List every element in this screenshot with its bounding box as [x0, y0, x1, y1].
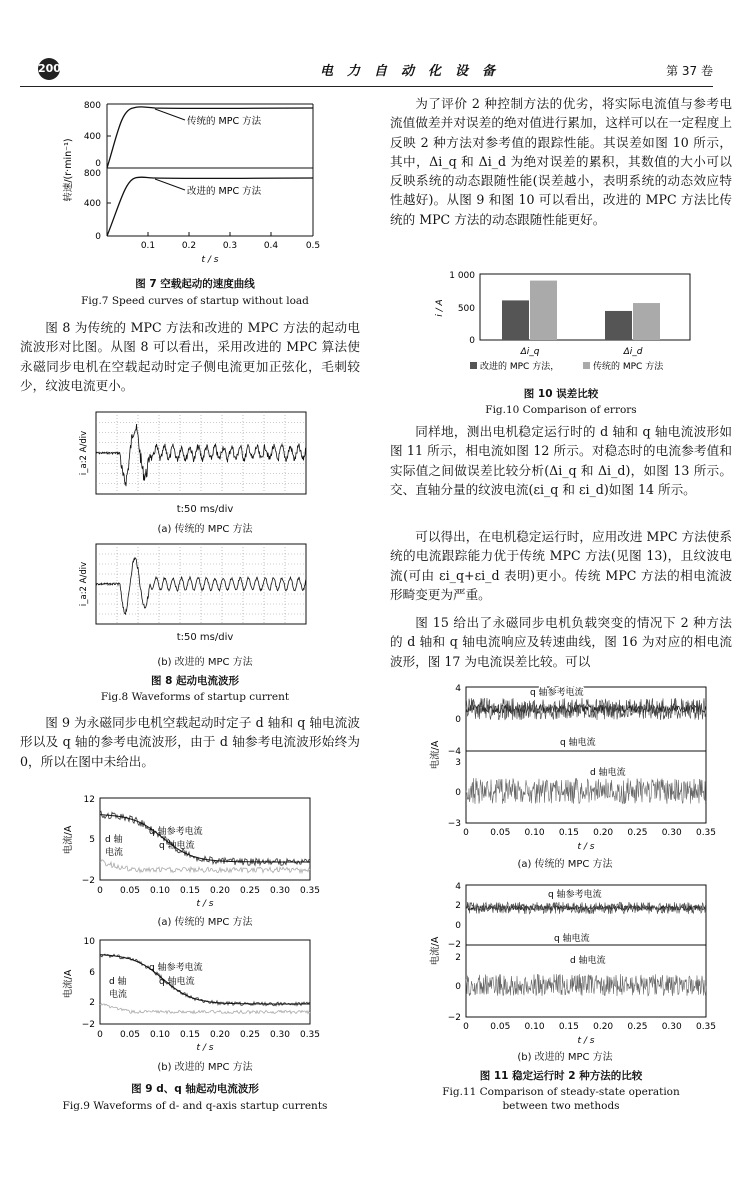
fig11a-ylabel: 电流/A — [430, 740, 441, 770]
fig9a-ytick: 5 — [89, 835, 95, 845]
fig9a-label-d1: d 轴 — [105, 835, 123, 845]
fig7-bottom-label: 改进的 MPC 方法 — [187, 186, 262, 197]
fig11a-ytick: 3 — [455, 758, 461, 768]
fig9a-label-q: q 轴电流 — [159, 841, 195, 851]
xtick-label: 0.05 — [119, 1030, 141, 1040]
fig9a-dq-current-chart — [55, 792, 355, 914]
fig9b-dq-current-chart — [55, 934, 355, 1056]
fig9a-ytick: 12 — [83, 795, 95, 805]
fig7-caption-en: Fig.7 Speed curves of startup without load — [81, 295, 309, 307]
xtick-label: 0.25 — [239, 1030, 261, 1040]
fig10-ytick: 500 — [457, 304, 475, 314]
legend-improved: 改进的 MPC 方法， — [480, 362, 560, 372]
fig10-ytick: 0 — [469, 336, 475, 346]
xtick-label: 0.15 — [179, 886, 201, 896]
fig11a-ytick: −3 — [447, 819, 461, 829]
xtick-label: 0.35 — [695, 1022, 717, 1032]
xtick-label: 0.30 — [661, 1022, 682, 1032]
fig7-speed-chart — [55, 96, 345, 268]
fig9a-ytick: −2 — [81, 876, 95, 886]
fig10-category: Δi_q — [520, 347, 540, 357]
xtick-label: 0.15 — [558, 1022, 579, 1032]
fig10-error-bar-chart — [430, 270, 720, 375]
fig8a-xlabel: t:50 ms/div — [176, 504, 234, 515]
xtick-label: 0.20 — [593, 828, 614, 838]
fig10-caption-en: Fig.10 Comparison of errors — [485, 404, 637, 416]
fig11a-ytick: 4 — [455, 684, 461, 694]
fig7-ytick-0a: 0 — [95, 159, 101, 169]
fig11b-ytick: 2 — [455, 901, 461, 911]
fig7-ytick-800b: 800 — [83, 169, 101, 179]
fig9b-ylabel: 电流/A — [63, 969, 74, 999]
xtick-label: 0.25 — [627, 828, 648, 838]
fig11b-subcaption: (b) 改进的 MPC 方法 — [517, 1052, 613, 1063]
fig9b-subcaption: (b) 改进的 MPC 方法 — [157, 1062, 253, 1073]
fig9b-ytick: 10 — [83, 937, 95, 947]
fig9b-ytick: −2 — [81, 1020, 95, 1030]
fig11b-ylabel: 电流/A — [430, 936, 441, 966]
xtick-label: 0.30 — [269, 886, 291, 896]
legend-swatch-traditional — [583, 362, 590, 369]
fig11a-subcaption: (a) 传统的 MPC 方法 — [517, 859, 613, 870]
journal-title: 电力自动化设备 — [320, 64, 510, 79]
xtick-label: 0.05 — [490, 1022, 511, 1032]
fig8a-ylabel: i_a:2 A/div — [79, 430, 89, 476]
fig11b-steady-state-chart — [430, 881, 730, 1046]
left-paragraph-2: 图 9 为永磁同步电机空载起动时定子 d 轴和 q 轴电流波形以及 q 轴的参考电流波形，由于 d 轴参考电流波形始终为 0，所以在图中未给出。 — [20, 715, 360, 769]
fig11a-ytick: −4 — [447, 747, 461, 757]
fig8-caption-en: Fig.8 Waveforms of startup current — [100, 691, 290, 703]
fig11b-ytick: 0 — [455, 982, 461, 992]
fig11b-label-qref: q 轴参考电流 — [548, 890, 602, 900]
xtick-label: 0.20 — [593, 1022, 614, 1032]
xtick-label: 0.20 — [209, 1030, 231, 1040]
fig8b-xlabel: t:50 ms/div — [176, 632, 234, 643]
fig7-ytick-800a: 800 — [83, 101, 101, 111]
fig8b-ylabel: i_a:2 A/div — [79, 561, 89, 607]
fig7-xtick: 0.4 — [263, 241, 279, 251]
right-paragraph-4: 图 15 给出了永磁同步电机负载突变的情况下 2 种方法的 d 轴和 q 轴电流响应及转速曲线，图 16 为对应的相电流波形，图 17 为电流误差比较。可以 — [390, 615, 732, 669]
xtick-label: 0.15 — [558, 828, 579, 838]
fig11a-ytick: 0 — [455, 788, 461, 798]
fig7-xtick: 0.3 — [222, 241, 238, 251]
fig9b-xlabel: t / s — [196, 1043, 214, 1053]
xtick-label: 0.10 — [149, 886, 171, 896]
xtick-label: 0.10 — [149, 1030, 171, 1040]
fig9b-label-q: q 轴电流 — [159, 977, 195, 987]
fig7-ytick-0b: 0 — [95, 232, 101, 242]
fig8b-subcaption: (b) 改进的 MPC 方法 — [157, 657, 253, 668]
fig9b-label-qref: q 轴参考电流 — [149, 963, 203, 973]
fig7-xtick: 0.5 — [305, 241, 321, 251]
left-paragraph-1: 图 8 为传统的 MPC 方法和改进的 MPC 方法的起动电流波形对比图。从图 8 可以看出，采用改进的 MPC 算法使永磁同步电机在空载起动时定子侧电流更加正弦化，毛刺较少，纹波电流更小。 — [20, 320, 360, 393]
bar-traditional — [633, 303, 660, 340]
fig7-xlabel: t / s — [201, 255, 219, 265]
xtick-label: 0.05 — [490, 828, 511, 838]
legend-swatch-improved — [470, 362, 477, 369]
xtick-label: 0.35 — [299, 1030, 321, 1040]
right-paragraph-3: 可以得出，在电机稳定运行时，应用改进 MPC 方法使系统的电流跟踪能力优于传统 MPC 方法(见图 13)，且纹波电流(可由 εi_q+εi_d 表明)更小。传统 MPC 方法的相电流波形畸变更为严重。 — [390, 529, 732, 602]
fig11b-ytick: 0 — [455, 921, 461, 931]
fig10-category: Δi_d — [623, 347, 643, 357]
fig10-ylabel: i / A — [435, 299, 445, 317]
fig11a-xlabel: t / s — [577, 842, 595, 852]
fig11a-ytick: 0 — [455, 715, 461, 725]
fig11b-xlabel: t / s — [577, 1036, 595, 1046]
bar-improved — [502, 300, 529, 340]
fig7-ytick-400a: 400 — [83, 132, 101, 142]
xtick-label: 0.25 — [239, 886, 261, 896]
fig11-caption-en-2: between two methods — [502, 1100, 620, 1112]
bar-traditional — [530, 281, 557, 340]
fig11b-ytick: −2 — [447, 940, 461, 950]
fig11b-ytick: −2 — [447, 1013, 461, 1023]
fig9b-label-d1: d 轴 — [109, 977, 127, 987]
xtick-label: 0 — [463, 1022, 469, 1032]
fig8b-oscilloscope — [80, 542, 310, 634]
xtick-label: 0.35 — [695, 828, 717, 838]
fig11a-label-q: q 轴电流 — [560, 738, 596, 748]
right-paragraph-2: 同样地，测出电机稳定运行时的 d 轴和 q 轴电流波形如图 11 所示，相电流如图 12 所示。对稳态时的电流参考值和实际值之间做误差比较分析(Δi_q 和 Δi_d)，如图 13 所示。交、直轴分量的纹波电流(εi_q 和 εi_d)如图 14 所示。 — [390, 424, 732, 497]
xtick-label: 0 — [463, 828, 469, 838]
fig11b-label-q: q 轴电流 — [554, 934, 590, 944]
fig9a-label-qref: q 轴参考电流 — [149, 827, 203, 837]
page-number: 200 — [38, 58, 60, 80]
fig9a-label-d2: 电流 — [105, 848, 124, 858]
fig8a-subcaption: (a) 传统的 MPC 方法 — [157, 524, 253, 535]
fig7-ylabel: 转速/(r·min⁻¹) — [63, 138, 74, 202]
fig9-caption-cn: 图 9 d、q 轴起动电流波形 — [131, 1083, 259, 1095]
fig11-caption-en-1: Fig.11 Comparison of steady-state operation — [442, 1086, 680, 1098]
xtick-label: 0.20 — [209, 886, 231, 896]
fig9b-label-d2: 电流 — [109, 990, 128, 1000]
fig10-ytick: 1 000 — [449, 271, 475, 281]
bar-improved — [605, 311, 632, 340]
xtick-label: 0.05 — [119, 886, 141, 896]
right-paragraph-1: 为了评价 2 种控制方法的优劣，将实际电流值与参考电流值做差并对误差的绝对值进行累加，这样可以在一定程度上反映 2 种方法对参考值的跟踪性能。其误差如图 10 所示，其中，Δi_q 和 Δi_d 为绝对误差的累积，其数值的大小可以反映系统的动态跟随性能(误差越小，表明系统的动态效应特性越好)。从图 9 和图 10 可以看出，改进的 MPC 方法比传统的 MPC 方法的动态跟随性能更好。 — [390, 96, 732, 227]
xtick-label: 0.15 — [179, 1030, 201, 1040]
fig7-xtick: 0.2 — [181, 241, 197, 251]
volume-label: 第 37 卷 — [666, 64, 713, 78]
fig7-ytick-400b: 400 — [83, 199, 101, 209]
xtick-label: 0.10 — [524, 1022, 545, 1032]
fig11b-label-d: d 轴电流 — [570, 956, 606, 966]
xtick-label: 0.25 — [627, 1022, 648, 1032]
fig11b-ytick: 2 — [455, 953, 461, 963]
xtick-label: 0.10 — [524, 828, 545, 838]
fig11a-label-d: d 轴电流 — [590, 768, 626, 778]
fig11a-steady-state-chart — [430, 683, 730, 851]
fig8a-oscilloscope — [80, 410, 310, 505]
xtick-label: 0.30 — [661, 828, 682, 838]
fig8-caption-cn: 图 8 起动电流波形 — [150, 675, 240, 687]
fig7-top-label: 传统的 MPC 方法 — [187, 116, 262, 127]
fig11-caption-cn: 图 11 稳定运行时 2 种方法的比较 — [479, 1070, 643, 1082]
fig11b-ytick: 4 — [455, 882, 461, 892]
fig9a-xlabel: t / s — [196, 899, 214, 909]
fig9b-ytick: 6 — [89, 968, 95, 978]
xtick-label: 0 — [97, 1030, 103, 1040]
fig11a-label-qref: q 轴参考电流 — [530, 688, 584, 698]
fig10-caption-cn: 图 10 误差比较 — [523, 388, 599, 400]
fig7-xtick: 0.1 — [140, 241, 156, 251]
fig9-caption-en: Fig.9 Waveforms of d- and q-axis startup currents — [62, 1100, 328, 1112]
xtick-label: 0.35 — [299, 886, 321, 896]
fig9b-ytick: 2 — [89, 998, 95, 1008]
fig9a-ylabel: 电流/A — [63, 825, 74, 855]
xtick-label: 0.30 — [269, 1030, 291, 1040]
fig7-caption-cn: 图 7 空载起动的速度曲线 — [135, 278, 255, 290]
legend-traditional: 传统的 MPC 方法 — [593, 362, 664, 372]
xtick-label: 0 — [97, 886, 103, 896]
fig9a-subcaption: (a) 传统的 MPC 方法 — [157, 917, 253, 928]
page-header — [20, 58, 713, 87]
